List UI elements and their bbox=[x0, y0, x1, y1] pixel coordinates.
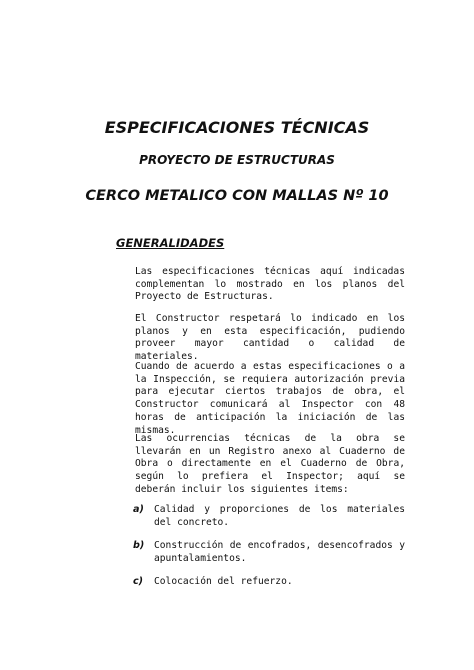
paragraph: Las especificaciones técnicas aquí indicadas complementan lo mostrado en los planos del Proyecto de Estructuras. bbox=[135, 266, 405, 303]
document-subtitle: PROYECTO DE ESTRUCTURAS bbox=[139, 153, 335, 167]
list-item: Colocación del refuerzo. bbox=[154, 576, 293, 587]
project-name: CERCO METALICO CON MALLAS Nº 10 bbox=[85, 188, 389, 204]
list-item-marker: a) bbox=[133, 504, 144, 515]
list-item: Calidad y proporciones de los materiales del concreto. bbox=[154, 504, 405, 528]
list-item-marker: c) bbox=[133, 576, 144, 587]
list-item-marker: b) bbox=[133, 540, 145, 551]
list-item: Construcción de encofrados, desencofrados y apuntalamientos. bbox=[154, 540, 405, 564]
section-title-generalidades: GENERALIDADES bbox=[116, 236, 225, 250]
paragraph: Las ocurrencias técnicas de la obra se llevarán en un Registro anexo al Cuaderno de Obra o directamente en el Cuaderno de Obra, según lo prefiera el Inspector; aquí se deberán incluir los siguientes items: bbox=[135, 433, 405, 495]
document-title: ESPECIFICACIONES TÉCNICAS bbox=[104, 118, 370, 137]
paragraph: Cuando de acuerdo a estas especificaciones o a la Inspección, se requiera autorización previa para ejecutar ciertos trabajos de obra, el Constructor comunicará al Inspector con 48 horas de anticipación la iniciación de las mismas. bbox=[135, 361, 405, 436]
paragraph: El Constructor respetará lo indicado en los planos y en esta especificación, pudiendo proveer mayor cantidad o calidad de materiales. bbox=[135, 313, 405, 363]
